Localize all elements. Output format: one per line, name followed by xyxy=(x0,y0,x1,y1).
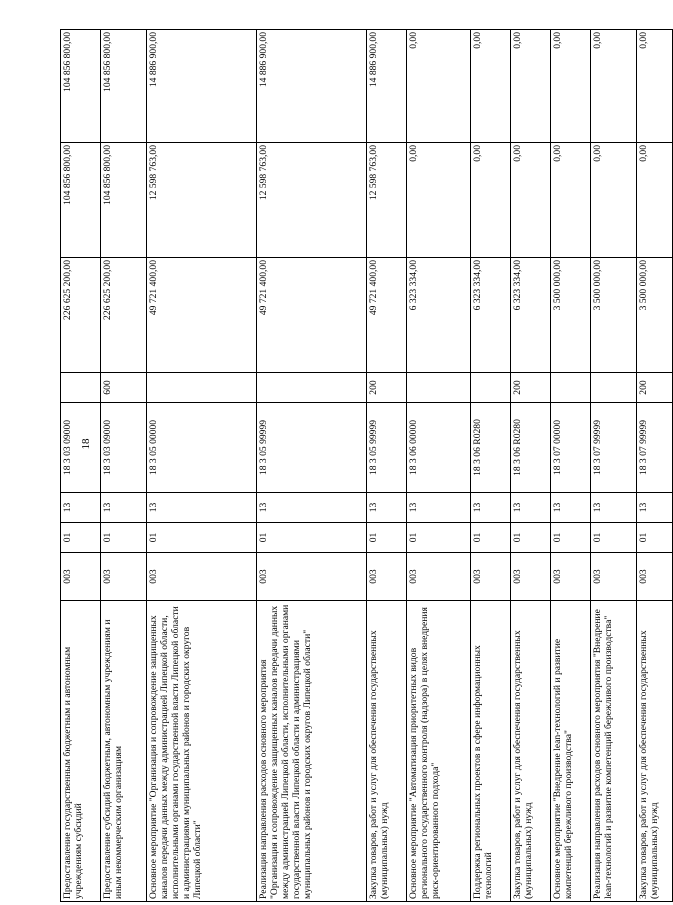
row-sum-year3-cell: 0,00 xyxy=(511,30,551,143)
row-code-cell: 003 xyxy=(591,553,637,601)
row-sum-year3-cell: 14 886 900,00 xyxy=(367,30,407,143)
row-sum-year2-cell: 12 598 763,00 xyxy=(147,143,257,258)
row-code-cell: 003 xyxy=(407,553,471,601)
table-row xyxy=(551,30,591,902)
row-sum-year2-cell: 0,00 xyxy=(511,143,551,258)
row-expense-type-cell xyxy=(61,373,101,403)
row-section-cell: 01 xyxy=(147,523,257,553)
row-target-cell: 18 3 07 00000 xyxy=(551,403,591,493)
row-name-cell: Предоставление государственным бюджетным и автономным учреждениям субсидий xyxy=(61,601,101,902)
row-expense-type-cell xyxy=(551,373,591,403)
row-expense-type-cell: 600 xyxy=(101,373,147,403)
row-target-cell: 18 3 03 09000 xyxy=(61,403,101,493)
row-sum-year1-cell: 6 323 334,00 xyxy=(471,258,511,373)
row-subsection-cell: 13 xyxy=(101,493,147,523)
row-expense-type-cell xyxy=(147,373,257,403)
row-subsection-cell: 13 xyxy=(367,493,407,523)
row-code-cell: 003 xyxy=(367,553,407,601)
row-sum-year1-cell: 49 721 400,00 xyxy=(147,258,257,373)
row-sum-year1-cell: 6 323 334,00 xyxy=(407,258,471,373)
row-section-cell: 01 xyxy=(61,523,101,553)
row-subsection-cell: 13 xyxy=(471,493,511,523)
row-sum-year3-cell: 104 856 800,00 xyxy=(61,30,101,143)
row-name-cell: Основное мероприятие "Автоматизация приоритетных видов регионального государственного контроля (надзора) в целях внедрения риск-ориентированного подхода" xyxy=(407,601,471,902)
row-sum-year3-cell: 14 886 900,00 xyxy=(147,30,257,143)
row-target-cell: 18 3 05 99999 xyxy=(257,403,367,493)
row-target-cell: 18 3 06 R0280 xyxy=(511,403,551,493)
row-target-cell: 18 3 06 R0280 xyxy=(471,403,511,493)
row-sum-year1-cell: 226 625 200,00 xyxy=(61,258,101,373)
row-sum-year2-cell: 104 856 800,00 xyxy=(101,143,147,258)
table-row xyxy=(367,30,407,902)
row-name-cell: Предоставление субсидий бюджетным, автономным учреждениям и иным некоммерческим организациям xyxy=(101,601,147,902)
row-subsection-cell: 13 xyxy=(407,493,471,523)
row-target-cell: 18 3 06 00000 xyxy=(407,403,471,493)
row-section-cell: 01 xyxy=(591,523,637,553)
row-sum-year3-cell: 0,00 xyxy=(591,30,637,143)
row-subsection-cell: 13 xyxy=(147,493,257,523)
row-sum-year1-cell: 3 500 000,00 xyxy=(591,258,637,373)
row-sum-year3-cell: 0,00 xyxy=(551,30,591,143)
row-sum-year2-cell: 0,00 xyxy=(551,143,591,258)
row-sum-year3-cell: 0,00 xyxy=(637,30,673,143)
row-name-cell: Закупка товаров, работ и услуг для обеспечения государственных (муниципальных) нужд xyxy=(367,601,407,902)
row-name-cell: Реализация направления расходов основного мероприятия "Внедрение lean-технологий и развитие компетенций бережливого производства" xyxy=(591,601,637,902)
row-sum-year3-cell: 14 886 900,00 xyxy=(257,30,367,143)
row-sum-year2-cell: 0,00 xyxy=(407,143,471,258)
row-section-cell: 01 xyxy=(407,523,471,553)
row-name-cell: Закупка товаров, работ и услуг для обеспечения государственных (муниципальных) нужд xyxy=(511,601,551,902)
row-subsection-cell: 13 xyxy=(551,493,591,523)
table-row xyxy=(101,30,147,902)
row-subsection-cell: 13 xyxy=(61,493,101,523)
row-code-cell: 003 xyxy=(511,553,551,601)
row-expense-type-cell: 200 xyxy=(367,373,407,403)
row-section-cell: 01 xyxy=(367,523,407,553)
row-sum-year2-cell: 12 598 763,00 xyxy=(257,143,367,258)
row-section-cell: 01 xyxy=(101,523,147,553)
table-row xyxy=(637,30,673,902)
row-code-cell: 003 xyxy=(257,553,367,601)
row-target-cell: 18 3 07 99999 xyxy=(637,403,673,493)
row-sum-year2-cell: 0,00 xyxy=(637,143,673,258)
row-subsection-cell: 13 xyxy=(257,493,367,523)
row-code-cell: 003 xyxy=(61,553,101,601)
row-code-cell: 003 xyxy=(551,553,591,601)
row-name-cell: Реализация направления расходов основного мероприятия "Организация и сопровождение защищенных каналов передачи данных между администрацией Липецкой области, исполнительными органами государственной власти Липецкой области и администрациями муниципальных районов и городских округов Липецкой области" xyxy=(257,601,367,902)
row-name-cell: Основное мероприятие "Организация и сопровождение защищенных каналов передачи данных между администрацией Липецкой области, исполнительными органами государственной власти Липецкой области и администрациями муниципальных районов и городских округов Липецкой области" xyxy=(147,601,257,902)
table-row xyxy=(407,30,471,902)
row-sum-year1-cell: 49 721 400,00 xyxy=(257,258,367,373)
row-expense-type-cell xyxy=(471,373,511,403)
row-target-cell: 18 3 05 99999 xyxy=(367,403,407,493)
row-sum-year1-cell: 3 500 000,00 xyxy=(637,258,673,373)
row-subsection-cell: 13 xyxy=(637,493,673,523)
table-row xyxy=(147,30,257,902)
row-sum-year2-cell: 0,00 xyxy=(591,143,637,258)
table-row xyxy=(511,30,551,902)
row-expense-type-cell: 200 xyxy=(637,373,673,403)
row-code-cell: 003 xyxy=(637,553,673,601)
row-code-cell: 003 xyxy=(471,553,511,601)
row-expense-type-cell xyxy=(407,373,471,403)
table-row xyxy=(257,30,367,902)
row-code-cell: 003 xyxy=(101,553,147,601)
row-subsection-cell: 13 xyxy=(591,493,637,523)
row-name-cell: Поддержка региональных проектов в сфере информационных технологий xyxy=(471,601,511,902)
row-section-cell: 01 xyxy=(637,523,673,553)
row-sum-year3-cell: 0,00 xyxy=(471,30,511,143)
row-sum-year1-cell: 3 500 000,00 xyxy=(551,258,591,373)
row-target-cell: 18 3 03 09000 xyxy=(101,403,147,493)
page-number: 18 xyxy=(80,438,92,450)
rotated-table-wrapper xyxy=(60,30,660,902)
row-sum-year2-cell: 12 598 763,00 xyxy=(367,143,407,258)
row-subsection-cell: 13 xyxy=(511,493,551,523)
row-code-cell: 003 xyxy=(147,553,257,601)
row-section-cell: 01 xyxy=(471,523,511,553)
table-body xyxy=(61,30,673,902)
row-expense-type-cell: 200 xyxy=(511,373,551,403)
row-target-cell: 18 3 07 99999 xyxy=(591,403,637,493)
row-section-cell: 01 xyxy=(551,523,591,553)
budget-table xyxy=(60,29,673,902)
row-sum-year3-cell: 0,00 xyxy=(407,30,471,143)
row-expense-type-cell xyxy=(591,373,637,403)
row-name-cell: Основное мероприятие "Внедрение lean-технологий и развитие компетенций бережливого производства" xyxy=(551,601,591,902)
row-sum-year3-cell: 104 856 800,00 xyxy=(101,30,147,143)
table-row xyxy=(471,30,511,902)
table-row xyxy=(591,30,637,902)
row-sum-year1-cell: 49 721 400,00 xyxy=(367,258,407,373)
row-sum-year2-cell: 0,00 xyxy=(471,143,511,258)
row-name-cell: Закупка товаров, работ и услуг для обеспечения государственных (муниципальных) нужд xyxy=(637,601,673,902)
row-target-cell: 18 3 05 00000 xyxy=(147,403,257,493)
row-section-cell: 01 xyxy=(257,523,367,553)
row-sum-year2-cell: 104 856 800,00 xyxy=(61,143,101,258)
row-section-cell: 01 xyxy=(511,523,551,553)
row-expense-type-cell xyxy=(257,373,367,403)
table-row xyxy=(61,30,101,902)
row-sum-year1-cell: 226 625 200,00 xyxy=(101,258,147,373)
row-sum-year1-cell: 6 323 334,00 xyxy=(511,258,551,373)
